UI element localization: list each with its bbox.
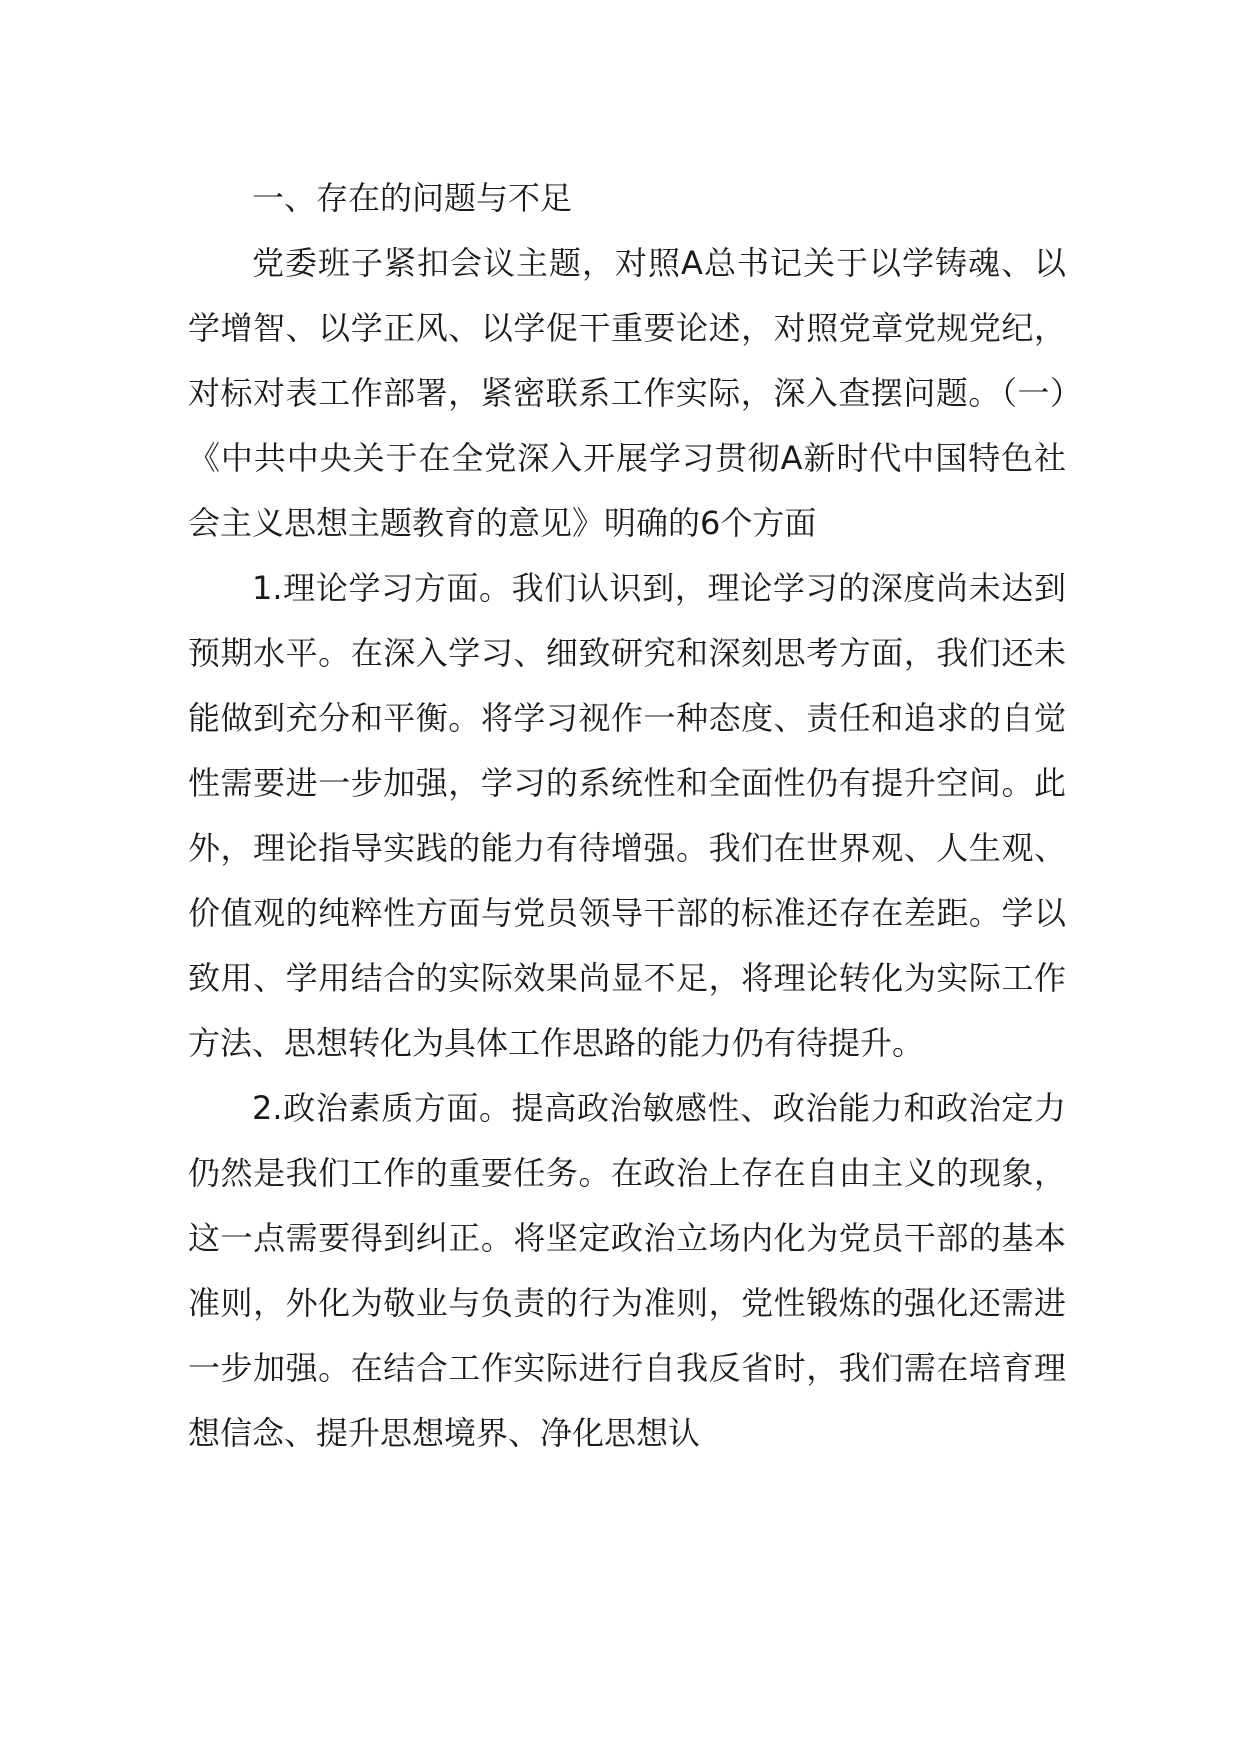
paragraph-theory-study: 1.理论学习方面。我们认识到，理论学习的深度尚未达到预期水平。在深入学习、细致研究和深刻思考方面，我们还未能做到充分和平衡。将学习视作一种态度、责任和追求的自觉性需要进一步加强，学习的系统性和全面性仍有提升空间。此外，理论指导实践的能力有待增强。我们在世界观、人生观、价值观的纯粹性方面与党员领导干部的标准还存在差距。学以致用、学用结合的实际效果尚显不足，将理论转化为实际工作方法、思想转化为具体工作思路的能力仍有待提升。: [188, 569, 1066, 1062]
paragraph-political-quality: 2.政治素质方面。提高政治敏感性、政治能力和政治定力仍然是我们工作的重要任务。在政治上存在自由主义的现象，这一点需要得到纠正。将坚定政治立场内化为党员干部的基本准则，外化为敬业与负责的行为准则，党性锻炼的强化还需进一步加强。在结合工作实际进行自我反省时，我们需在培育理想信念、提升思想境界、净化思想认: [188, 1089, 1066, 1452]
paragraph-intro: 党委班子紧扣会议主题，对照A总书记关于以学铸魂、以学增智、以学正风、以学促干重要论述，对照党章党规党纪，对标对表工作部署，紧密联系工作实际，深入查摆问题。（一）《中共中央关于在全党深入开展学习贯彻A新时代中国特色社会主义思想主题教育的意见》明确的6个方面: [188, 244, 1066, 542]
section-heading: 一、存在的问题与不足: [252, 179, 573, 217]
document-body: [188, 166, 1066, 1466]
